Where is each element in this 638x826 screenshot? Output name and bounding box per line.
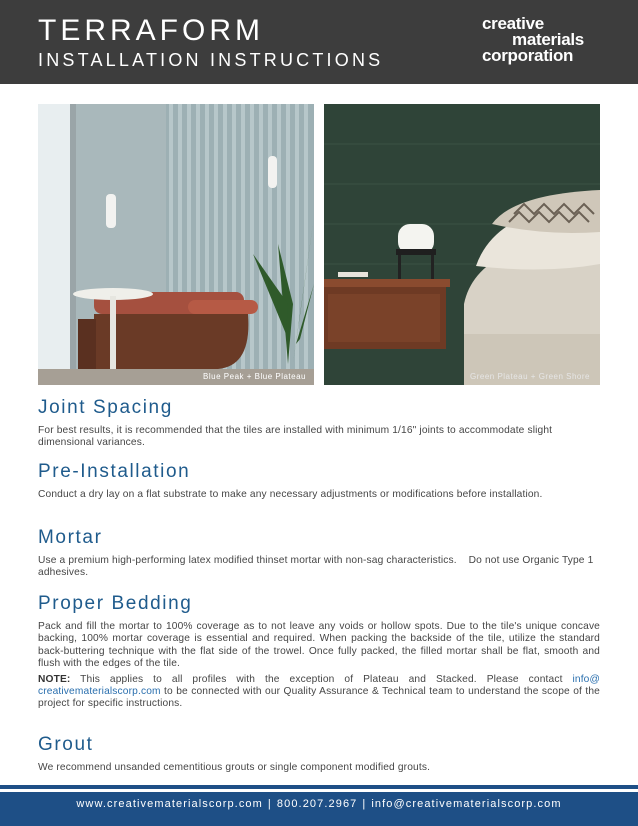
footer-website-link[interactable]: www.creativematerialscorp.com <box>76 798 263 810</box>
photo-green-bedroom <box>324 104 600 385</box>
heading-proper-bedding: Proper Bedding <box>38 593 193 614</box>
note-proper-bedding <box>38 674 600 711</box>
section-pre-installation <box>38 461 600 501</box>
text-grout: We recommend unsanded cementitious grouts or single component modified grouts. <box>38 762 431 773</box>
page-footer <box>0 792 638 826</box>
heading-grout: Grout <box>38 734 94 755</box>
footer-email-link[interactable]: info@creativematerialscorp.com <box>371 798 562 810</box>
section-grout <box>38 734 600 774</box>
text-pre-installation: Conduct a dry lay on a flat substrate to make any necessary adjustments or modifications before installation. <box>38 489 543 500</box>
text-mortar: Use a premium high-performing latex modified thinset mortar with non-sag characteristics. Do not use Organic Type 1 adhesives. <box>38 555 597 579</box>
note-email-link[interactable]: info@ creativematerialscorp.com <box>38 673 600 698</box>
logo-line-2: materials <box>512 30 584 49</box>
logo-line-1: creative <box>482 14 544 33</box>
brand-title: TERRAFORM <box>38 14 264 47</box>
heading-mortar: Mortar <box>38 527 103 548</box>
note-text-2: to be connected with our Quality Assurance & Technical team to understand the scope of the project for specific instructions. <box>38 686 600 710</box>
text-joint-spacing: For best results, it is recommended that the tiles are installed with minimum 1/16" joints to accommodate slight dimensional variances. <box>38 425 553 449</box>
heading-pre-installation: Pre-Installation <box>38 461 191 482</box>
photo-blue-interior <box>38 104 314 385</box>
footer-stripe <box>0 785 638 789</box>
logo-line-3: corporation <box>482 46 574 65</box>
green-bedroom-illustration <box>324 104 600 385</box>
company-logo <box>482 16 612 64</box>
blue-interior-illustration <box>38 104 314 385</box>
document-subtitle: INSTALLATION INSTRUCTIONS <box>38 50 384 70</box>
photo-caption-left: Blue Peak + Blue Plateau <box>203 372 306 381</box>
section-proper-bedding <box>38 593 600 711</box>
footer-phone[interactable]: 800.207.2967 <box>276 798 358 810</box>
note-text-1: This applies to all profiles with the exception of Plateau and Stacked. Please contact <box>70 673 573 685</box>
text-proper-bedding: Pack and fill the mortar to 100% coverage as to not leave any voids or hollow spots. Due to the tile's unique concave backing, 100% mortar coverage is essential and required. When packing the backside of the tile, utilize the standard back-buttering technique with the flat side of the trowel. Once fully packed, the filled mortar shall be flat, smooth and flush with the edges of the tile. <box>38 621 600 670</box>
page-header <box>0 0 638 84</box>
photo-caption-right: Green Plateau + Green Shore <box>469 372 590 381</box>
footer-separator: | <box>362 798 367 810</box>
section-mortar <box>38 527 600 580</box>
section-joint-spacing <box>38 397 600 450</box>
heading-joint-spacing: Joint Spacing <box>38 397 173 418</box>
footer-separator: | <box>267 798 272 810</box>
note-label: NOTE: <box>38 673 71 685</box>
